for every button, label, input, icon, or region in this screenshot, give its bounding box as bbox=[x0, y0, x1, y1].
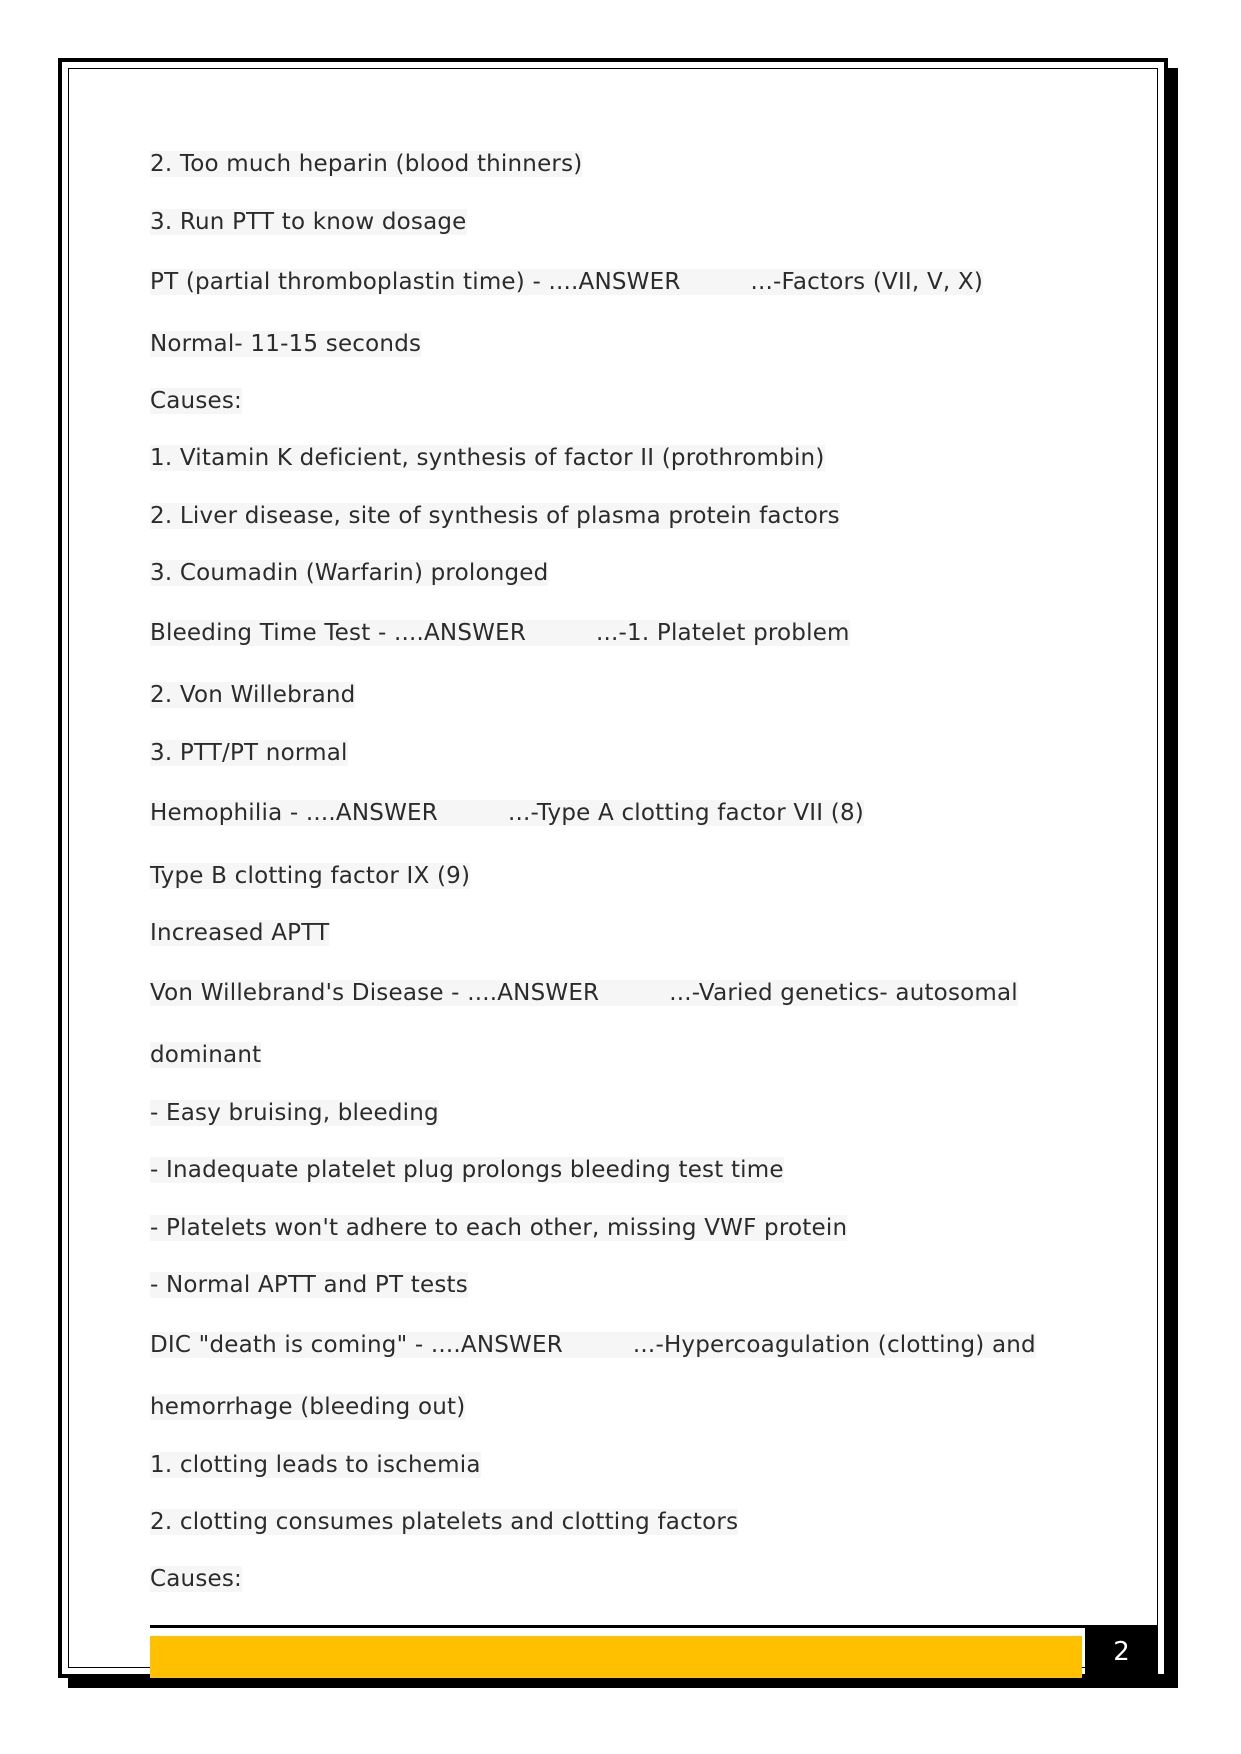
text-line: - Easy bruising, bleeding bbox=[150, 1100, 439, 1126]
text-line: 1. clotting leads to ischemia bbox=[150, 1452, 481, 1478]
answer-text: ...-Factors (VII, V, X) bbox=[750, 269, 984, 295]
text-line: 2. Von Willebrand bbox=[150, 682, 356, 708]
answer-text: ...-Type A clotting factor VII (8) bbox=[507, 800, 864, 826]
text-line: Causes: bbox=[150, 388, 242, 414]
text-line: 3. Run PTT to know dosage bbox=[150, 209, 467, 235]
footer-rule bbox=[150, 1625, 1085, 1628]
qa-line bbox=[150, 617, 850, 649]
answer-text: ...-Varied genetics- autosomal bbox=[669, 980, 1018, 1006]
question-text: PT (partial thromboplastin time) - ....ANSWER bbox=[150, 269, 681, 295]
text-line: 1. Vitamin K deficient, synthesis of factor II (prothrombin) bbox=[150, 445, 825, 471]
qa-line bbox=[150, 977, 1018, 1009]
question-text: Von Willebrand's Disease - ....ANSWER bbox=[150, 980, 600, 1006]
text-line: 3. PTT/PT normal bbox=[150, 740, 348, 766]
text-line: 3. Coumadin (Warfarin) prolonged bbox=[150, 560, 549, 586]
text-line: dominant bbox=[150, 1042, 262, 1068]
text-line: 2. Too much heparin (blood thinners) bbox=[150, 151, 583, 177]
text-line: Normal- 11-15 seconds bbox=[150, 331, 422, 357]
answer-text: ...-Hypercoagulation (clotting) and bbox=[632, 1332, 1036, 1358]
question-text: Bleeding Time Test - ....ANSWER bbox=[150, 620, 526, 646]
qa-line bbox=[150, 266, 983, 298]
page-number-box bbox=[1085, 1625, 1158, 1678]
text-line: Type B clotting factor IX (9) bbox=[150, 863, 471, 889]
text-line: - Normal APTT and PT tests bbox=[150, 1272, 468, 1298]
text-line: hemorrhage (bleeding out) bbox=[150, 1394, 466, 1420]
text-line: - Platelets won't adhere to each other, missing VWF protein bbox=[150, 1215, 848, 1241]
qa-line bbox=[150, 1329, 1036, 1361]
footer-bar bbox=[150, 1636, 1082, 1678]
question-text: DIC "death is coming" - ....ANSWER bbox=[150, 1332, 563, 1358]
text-line: - Inadequate platelet plug prolongs bleeding test time bbox=[150, 1157, 784, 1183]
text-line: 2. clotting consumes platelets and clotting factors bbox=[150, 1509, 739, 1535]
qa-line bbox=[150, 797, 864, 829]
answer-text: ...-1. Platelet problem bbox=[596, 620, 850, 646]
text-line: 2. Liver disease, site of synthesis of plasma protein factors bbox=[150, 503, 840, 529]
page-number: 2 bbox=[1113, 1636, 1130, 1667]
text-line: Causes: bbox=[150, 1566, 242, 1592]
text-line: Increased APTT bbox=[150, 920, 330, 946]
question-text: Hemophilia - ....ANSWER bbox=[150, 800, 438, 826]
